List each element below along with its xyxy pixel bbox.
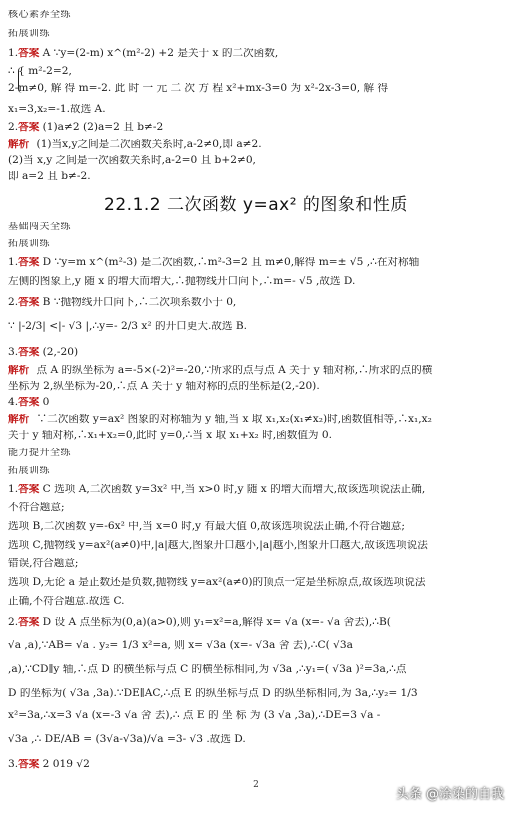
text-line: √a ,a),∵AB= √a . y₂= 1/3 x²=a, 则 x= √3a (x=- √3a 舍 去),∴C( √3a <box>8 640 353 651</box>
text-line: 选项 D,无论 a 是正数还是负数,抛物线 y=ax²(a≠0)的顶点一定是坐标原点,故该选项说法 <box>8 577 426 588</box>
section-header-basic: 基础闯关全练 <box>8 222 71 232</box>
explanation-line: 解析 (1)当x,y之间是二次函数关系时,a-2≠0,即 a≠2. <box>8 139 262 150</box>
answer-label: 答案 <box>18 48 40 59</box>
answer-line: 3.答案 (2,-20) <box>8 347 79 358</box>
explanation-label: 解析 <box>8 139 30 150</box>
section-subheader-practice: 拓展训练 <box>8 29 50 39</box>
text-line: ,a),∵CD∥y 轴,∴点 D 的横坐标与点 C 的横坐标相同,为 √3a ,∴y₁=( √3a )²=3a,∴点 <box>8 664 407 675</box>
text-line: x₁=3,x₂=-1.故选 A. <box>8 104 106 115</box>
answer-line: 1.答案 A ∵y=(2-m) x^(m²-2) +2 是关于 x 的二次函数, <box>8 48 279 59</box>
text-line: D 的坐标为( √3a ,3a).∵DE∥AC,∴点 E 的纵坐标与点 D 的纵坐标相同,为 3a,∴y₂= 1/3 <box>8 688 418 699</box>
text-line: 坐标为 2,纵坐标为-20,∴点 A 关于 y 轴对称的点的坐标是(2,-20). <box>8 381 320 392</box>
watermark: 头条 @涂染的自我 <box>395 787 504 802</box>
text-line: 选项 C,抛物线 y=ax²(a≠0)中,|a|越大,图象开口越小,|a|越小,图象开口越大,故该选项说法 <box>8 540 428 551</box>
text-line: 即 a=2 且 b≠-2. <box>8 171 91 182</box>
section-subheader-practice: 拓展训练 <box>8 239 50 249</box>
text-line: √3a ,∴ DE/AB = (3√a-√3a)/√a =3- √3 .故选 D. <box>8 734 246 745</box>
answer-line: 1.答案 C 选项 A,二次函数 y=3x² 中,当 x>0 时,y 随 x 的增大而增大,故该选项说法正确, <box>8 484 426 495</box>
text-line: 关于 y 轴对称,∴x₁+x₂=0,此时 y=0,∴当 x 取 x₁+x₂ 时,函数值为 0. <box>8 430 332 441</box>
answer-line: 2.答案 D 设 A 点坐标为(0,a)(a>0),则 y₁=x²=a,解得 x= √a (x=- √a 舍去),∴B( <box>8 617 391 628</box>
text-line: 不符合题意; <box>8 502 65 513</box>
answer-line: 1.答案 D ∵y=m x^(m²-3) 是二次函数,∴m²-3=2 且 m≠0,解得 m=± √5 ,∴在对称轴 <box>8 257 420 268</box>
explanation-line: 解析 ∵二次函数 y=ax² 图象的对称轴为 y 轴,当 x 取 x₁,x₂(x₁≠x₂)时,函数值相等,∴x₁,x₂ <box>8 414 432 425</box>
explanation-label: 解析 <box>8 365 30 376</box>
answer-label: 答案 <box>18 297 40 308</box>
answer-label: 答案 <box>18 257 40 268</box>
text-line: 错误,符合题意; <box>8 558 79 569</box>
text-line: (2)当 x,y 之间是一次函数关系时,a-2=0 且 b+2≠0, <box>8 155 256 166</box>
text-line: ∵ |-2/3| <|- √3 |,∴y=- 2/3 x² 的开口更大.故选 B. <box>8 321 248 332</box>
page-number: 2 <box>253 780 259 790</box>
answer-label: 答案 <box>18 347 40 358</box>
text-line: 选项 B,二次函数 y=-6x² 中,当 x=0 时,y 有最大值 0,故该选项说法正确,不符合题意; <box>8 521 405 532</box>
answer-label: 答案 <box>18 122 40 133</box>
answer-line: 2.答案 (1)a≠2 (2)a=2 且 b≠-2 <box>8 122 164 133</box>
answer-label: 答案 <box>18 617 40 628</box>
answer-line: 4.答案 0 <box>8 397 50 408</box>
section-header-core: 核心素养全练 <box>8 10 71 20</box>
section-subheader-practice: 拓展训练 <box>8 466 50 476</box>
answer-label: 答案 <box>18 759 40 770</box>
equation-line: 2-m≠0, 解 得 m=-2. 此 时 一 元 二 次 方 程 x²+mx-3=0 为 x²-2x-3=0, 解 得 <box>8 83 389 94</box>
answer-line: 2.答案 B ∵抛物线开口向下,∴二次项系数小于 0, <box>8 297 237 308</box>
answer-label: 答案 <box>18 397 40 408</box>
answer-line: 3.答案 2 019 √2 <box>8 759 90 770</box>
explanation-line: 解析 点 A 的纵坐标为 a=-5×(-2)²=-20,∵所求的点与点 A 关于 y 轴对称,∴所求的点的横 <box>8 365 433 376</box>
lesson-title: 22.1.2 二次函数 y=ax² 的图象和性质 <box>104 195 408 215</box>
text-line: 正确,不符合题意.故选 C. <box>8 596 125 607</box>
explanation-label: 解析 <box>8 414 30 425</box>
text-line: 左侧的图象上,y 随 x 的增大而增大,∴抛物线开口向下,∴m=- √5 ,故选 D. <box>8 276 356 287</box>
section-header-advanced: 能力提升全练 <box>8 448 71 458</box>
text-line: x²=3a,∴x=3 √a (x=-3 √a 舍 去),∴ 点 E 的 坐 标 为 (3 √a ,3a),∴DE=3 √a - <box>8 710 381 721</box>
answer-label: 答案 <box>18 484 40 495</box>
equation-line: ∴ { m²-2=2, <box>8 66 72 77</box>
